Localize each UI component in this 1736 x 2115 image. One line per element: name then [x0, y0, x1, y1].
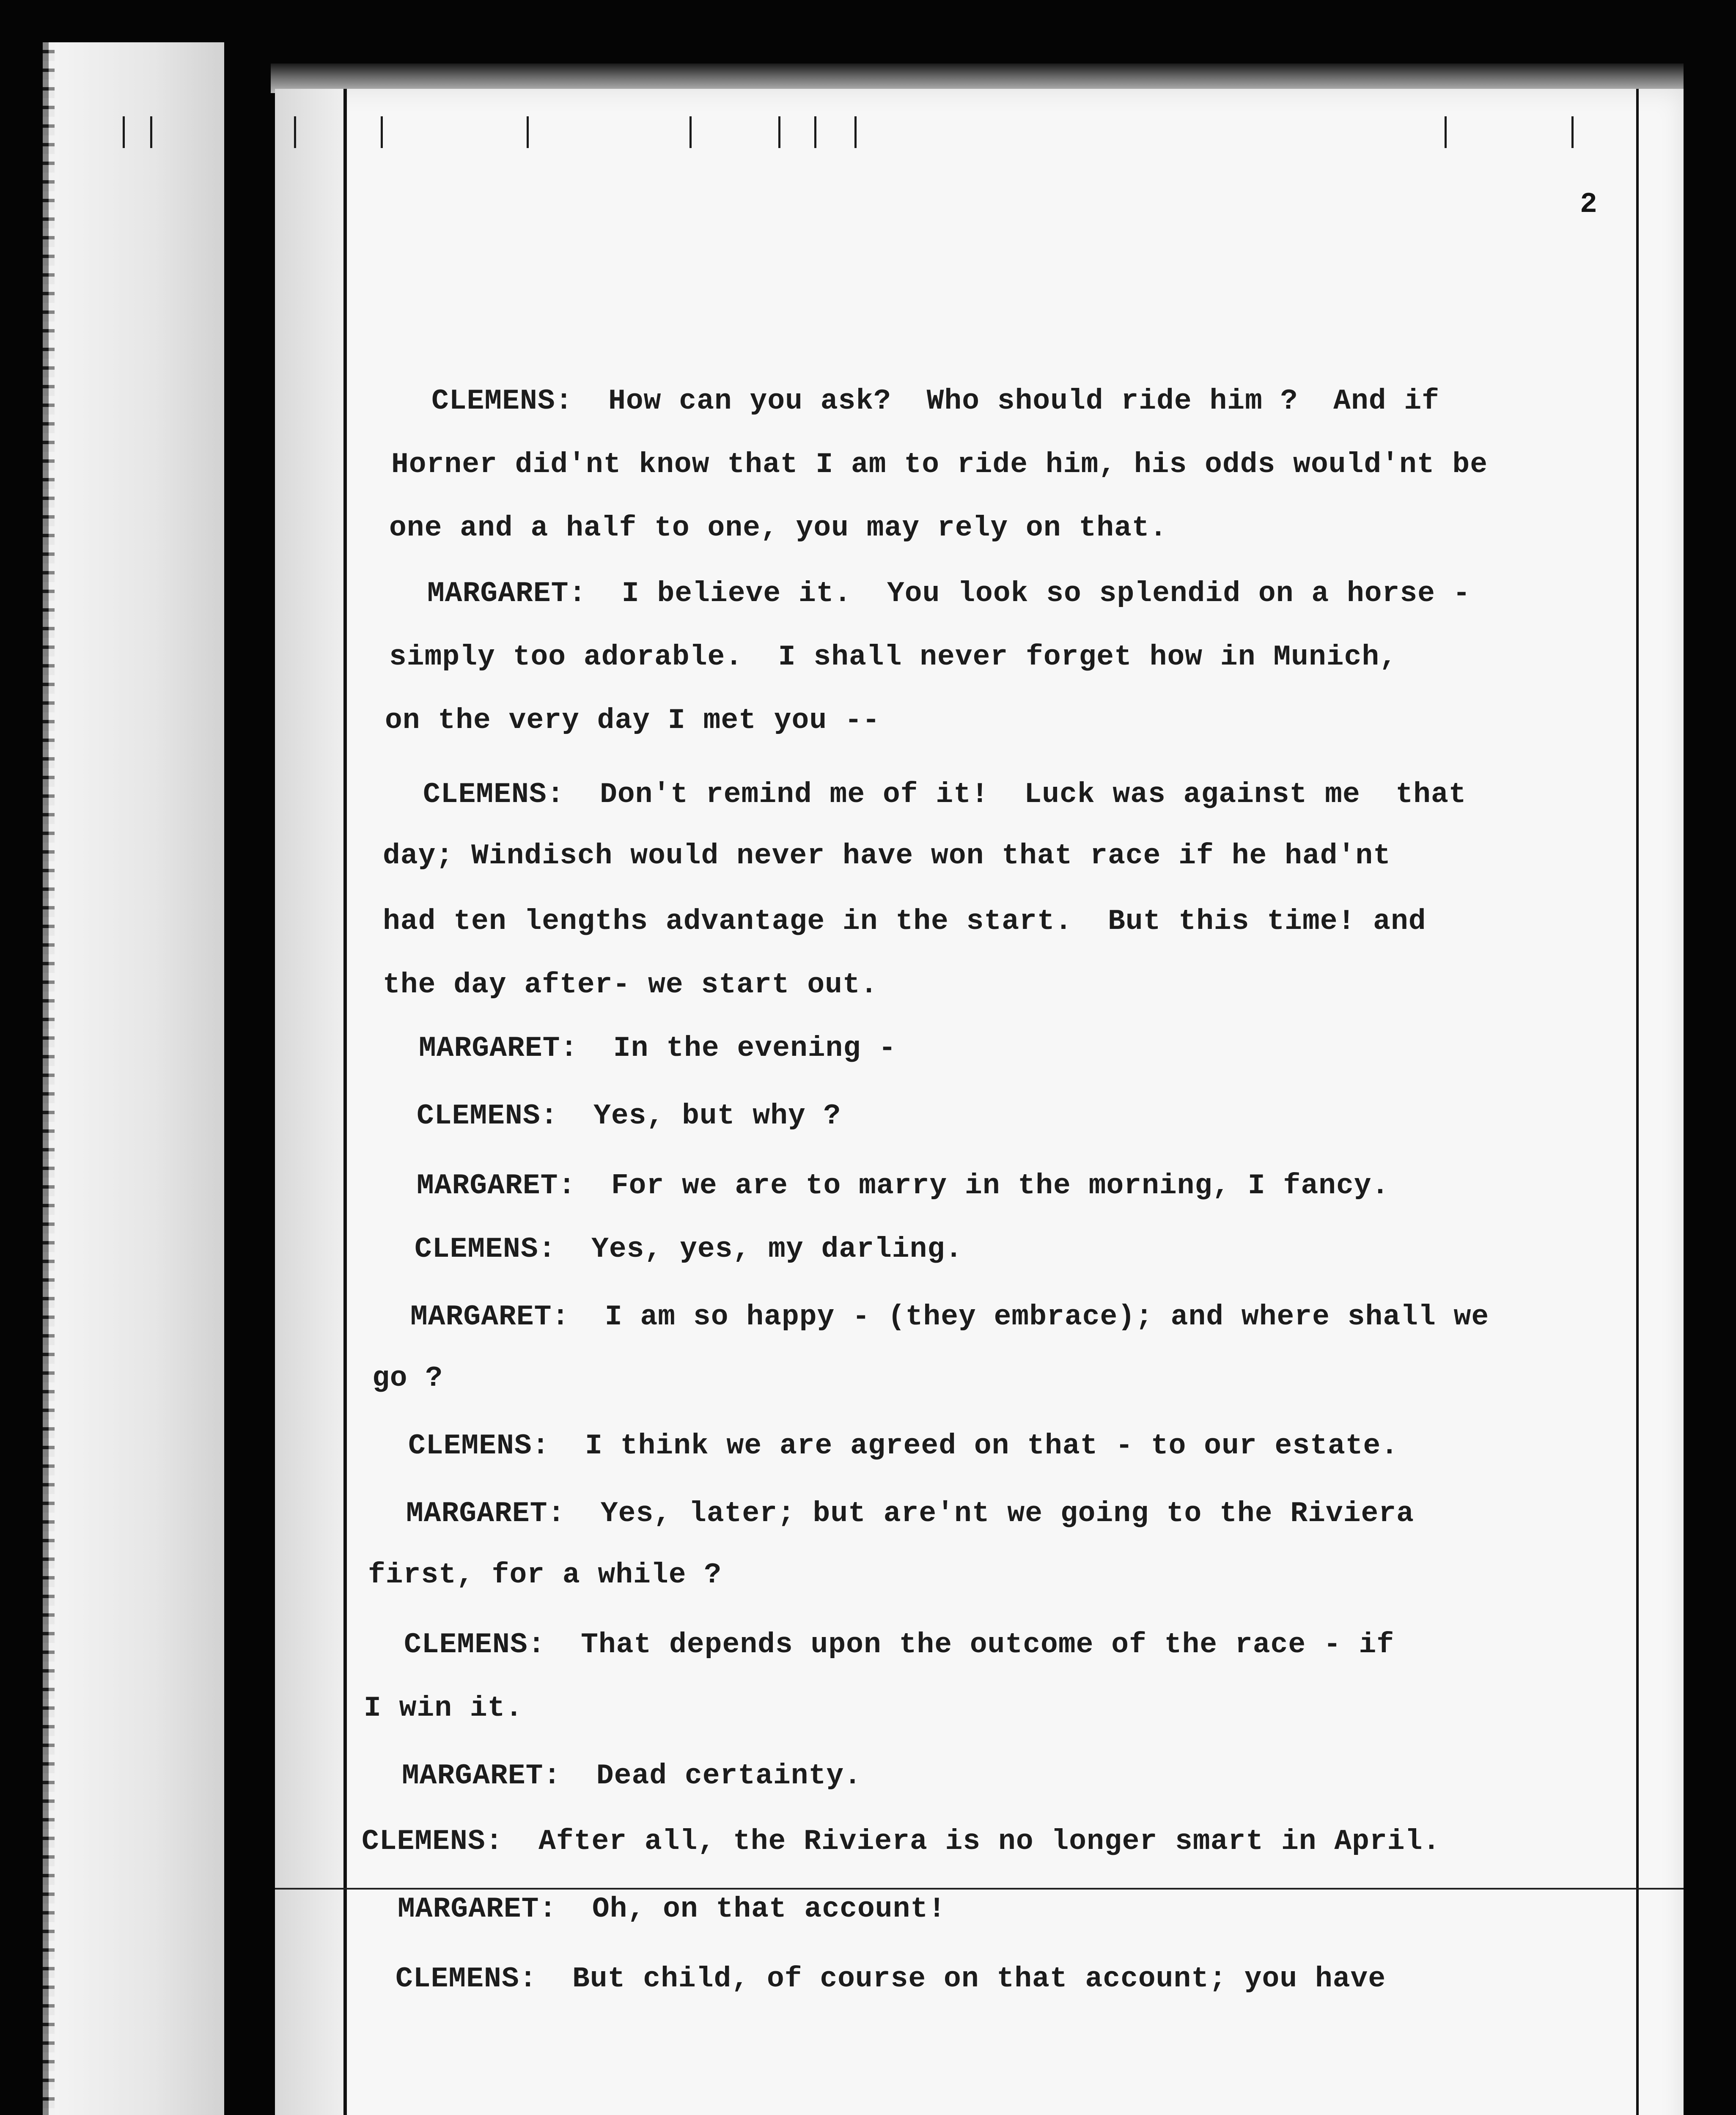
tick-mark [778, 116, 780, 148]
text-line: on the very day I met you -- [385, 704, 880, 737]
text-line: MARGARET: For we are to marry in the morning, I fancy. [417, 1170, 1390, 1202]
tick-mark [527, 116, 529, 148]
text-line: MARGARET: Yes, later; but are'nt we going to the Riviera [406, 1497, 1414, 1530]
text-line: MARGARET: I am so happy - (they embrace); and where shall we [410, 1301, 1489, 1333]
text-line: CLEMENS: Yes, yes, my darling. [415, 1233, 963, 1266]
text-line: MARGARET: Dead certainty. [402, 1760, 862, 1792]
tick-mark [854, 116, 857, 148]
tick-mark [1571, 116, 1574, 148]
page-number: 2 [1580, 188, 1597, 221]
text-line: CLEMENS: I think we are agreed on that - to our estate. [408, 1430, 1399, 1462]
text-line: MARGARET: I believe it. You look so splendid on a horse - [427, 577, 1471, 610]
text-line: CLEMENS: Yes, but why ? [417, 1100, 841, 1132]
text-line: simply too adorable. I shall never forget how in Munich, [389, 641, 1397, 673]
text-line: had ten lengths advantage in the start. But this time! and [383, 905, 1426, 938]
text-line: CLEMENS: That depends upon the outcome of the race - if [404, 1629, 1395, 1661]
margin-rule-left [343, 89, 347, 2115]
text-line: MARGARET: In the evening - [419, 1032, 896, 1065]
tick-mark [123, 116, 125, 148]
tick-mark [150, 116, 152, 148]
adjacent-page-strip [49, 42, 224, 2115]
tick-mark [294, 116, 296, 148]
margin-rule-right [1636, 89, 1639, 2115]
horizontal-rule [275, 1888, 1684, 1890]
text-line: day; Windisch would never have won that race if he had'nt [383, 840, 1391, 872]
tick-mark [814, 116, 816, 148]
tick-mark [381, 116, 383, 148]
text-line: go ? [372, 1362, 443, 1395]
text-line: first, for a while ? [368, 1559, 722, 1591]
text-line: CLEMENS: How can you ask? Who should ride him ? And if [431, 385, 1439, 418]
tick-mark [1445, 116, 1447, 148]
text-line: one and a half to one, you may rely on that. [389, 512, 1167, 544]
page-margin [275, 89, 345, 2115]
tick-mark [689, 116, 692, 148]
text-line: CLEMENS: After all, the Riviera is no longer smart in April. [362, 1825, 1441, 1858]
text-line: Horner did'nt know that I am to ride him, his odds would'nt be [391, 448, 1488, 481]
text-line: MARGARET: Oh, on that account! [398, 1893, 946, 1925]
text-line: CLEMENS: But child, of course on that account; you have [396, 1963, 1386, 1995]
text-line: I win it. [364, 1692, 523, 1725]
text-line: CLEMENS: Don't remind me of it! Luck was against me that [423, 778, 1467, 811]
text-line: the day after- we start out. [383, 969, 878, 1001]
